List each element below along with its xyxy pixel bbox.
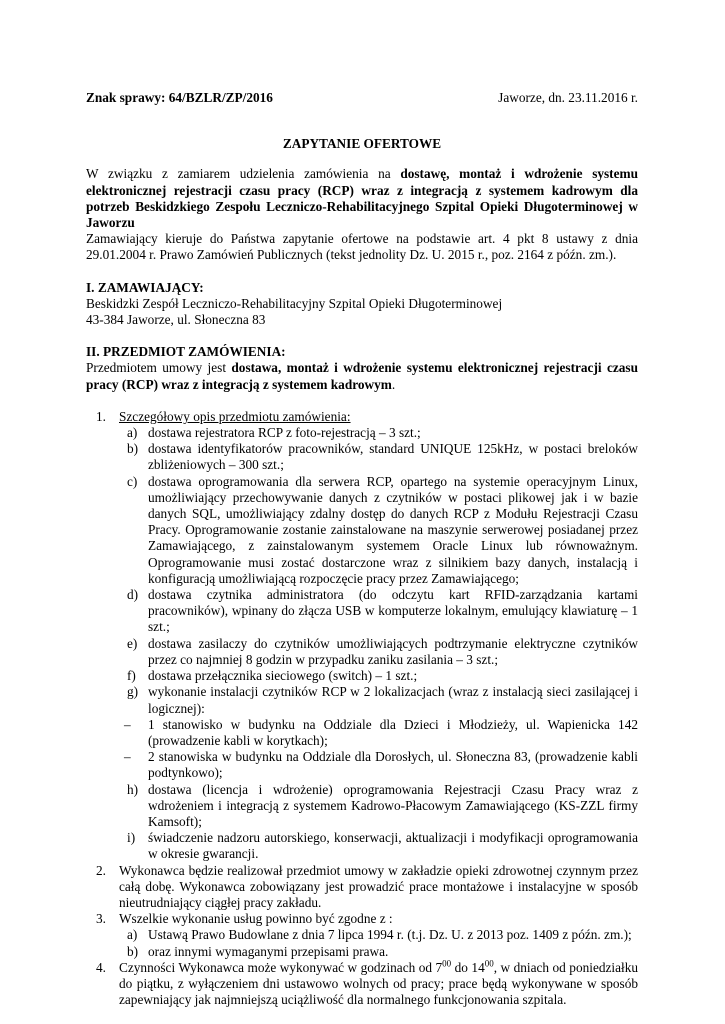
sub-letter: e): [127, 635, 138, 651]
sub-item: [86, 684, 638, 716]
sub-letter: g): [127, 684, 139, 700]
subject-paragraph: [86, 360, 638, 392]
sub-item: [86, 782, 638, 831]
case-number: Znak sprawy: 64/BZLR/ZP/2016: [86, 90, 273, 105]
document-header: [86, 90, 638, 106]
sub-letter: f): [127, 668, 136, 684]
hours-text-1: Czynności Wykonawca może wykonywać w godzinach od 7: [119, 959, 443, 975]
sub-item: [86, 425, 638, 441]
section-contracting-authority: [86, 280, 638, 329]
sub-text: świadczenie nadzoru autorskiego, konserwacji, aktualizacji i modyfikacji oprogramowania w okresie gwarancji.: [148, 830, 638, 862]
sub-text: Ustawą Prawo Budowlane z dnia 7 lipca 1994 r. (t.j. Dz. U. z 2013 poz. 1409 z późn. zm.);: [148, 927, 632, 943]
list-item-text: [119, 960, 638, 1007]
list-number: 3.: [96, 911, 106, 927]
sub-item: [86, 474, 638, 587]
list-item-text: Wszelkie wykonanie usług powinno być zgodne z :: [119, 911, 393, 927]
dash-mark: –: [124, 716, 131, 732]
sub-text: dostawa oprogramowania dla serwera RCP, opartego na systemie operacyjnym Linux, umożliwiający przechowywanie danych z czytników w postaci plikowej jak i w bazie danych SQL, umożliwiający zdalny dostęp do danych RCP z Modułu Rejestracji Czasu Pracy. Oprogramowanie zostanie zainstalowane na maszynie serwerowej posiadanej przez Zamawiającego, z zainstalowanym systemem Oracle Linux lub równoważnym. Oprogramowanie musi zostać dostarczone wraz z silnikiem bazy danych, instalacją i konfiguracją umożliwiającą rozpoczęcie pracy przez Zamawiającego;: [148, 473, 638, 586]
sub-item: [86, 668, 638, 684]
intro-subject: dostawę, montaż i wdrożenie systemu elektronicznej rejestracji czasu pracy (RCP) wraz z integracją z systemem kadrowym dla potrzeb Beskidzkiego Zespołu Leczniczo-Rehabilitacyjnego Szpital Opieki Długoterminowej w Jaworzu: [86, 166, 638, 231]
sub-letter: h): [127, 781, 139, 797]
list-item-title: Szczegółowy opis przedmiotu zamówienia:: [119, 408, 351, 424]
dash-item: [86, 717, 638, 749]
hours-sup-1: 00: [442, 958, 452, 969]
sub-text: dostawa (licencja i wdrożenie) oprogramowania Rejestracji Czasu Pracy wraz z wdrożeniem i integracją z systemem Kadrowo-Płacowym Zamawiającego (KS-ZZL firmy Kamsoft);: [148, 781, 638, 829]
list-number: 4.: [96, 959, 106, 975]
authority-name: Beskidzki Zespół Leczniczo-Rehabilitacyjny Szpital Opieki Długoterminowej: [86, 295, 503, 311]
intro-lead: W związku z zamiarem udzielenia zamówienia na: [86, 166, 401, 182]
subject-end: .: [391, 376, 396, 392]
sub-text: oraz innymi wymaganymi przepisami prawa.: [148, 943, 389, 959]
dash-item: [86, 749, 638, 781]
sub-text: dostawa rejestratora RCP z foto-rejestracją – 3 szt.;: [148, 425, 421, 441]
sub-text: dostawa zasilaczy do czytników umożliwiających podtrzymanie elektryczne czytników przez co najmniej 8 godzin w przypadku zaniku zasilania – 3 szt.;: [148, 635, 638, 667]
sub-item: [86, 944, 638, 960]
sub-letter: c): [127, 473, 138, 489]
subject-lead: Przedmiotem umowy jest: [86, 360, 232, 376]
dash-mark: –: [124, 749, 131, 765]
sub-item: [86, 927, 638, 943]
section-2-heading: II. PRZEDMIOT ZAMÓWIENIA:: [86, 344, 286, 360]
dash-text: 2 stanowiska w budynku na Oddziale dla Dorosłych, ul. Słoneczna 83, (prowadzenie kabli podtynkowo);: [148, 749, 638, 781]
hours-text-2: do 14: [451, 959, 485, 975]
document-title: ZAPYTANIE OFERTOWE: [282, 136, 442, 152]
list-item: [86, 911, 638, 927]
hours-text-3: , w dniach od poniedziałku do piątku, z wyłączeniem dni ustawowo wolnych od pracy; prace będą wykonywane w sposób zapewniający jak najmniejszą uciążliwość dla normalnego funkcjonowania szpitala.: [119, 959, 638, 1008]
section-subject: [86, 344, 638, 393]
sub-letter: i): [127, 830, 136, 846]
sub-letter: b): [127, 441, 139, 457]
sub-letter: b): [127, 943, 139, 959]
sub-text: dostawa identyfikatorów pracowników, standard UNIQUE 125kHz, w postaci breloków zbliżeniowych – 300 szt.;: [148, 441, 638, 473]
list-item-text: Wykonawca będzie realizował przedmiot umowy w zakładzie opieki zdrowotnej czynnym przez całą dobę. Wykonawca zobowiązany jest prowadzić prace montażowe i instalacyjne w sposób nieutrudniający ciągłej pracy zakładu.: [119, 862, 638, 910]
dash-text: 1 stanowisko w budynku na Oddziale dla Dzieci i Młodzieży, ul. Wapienicka 142 (prowadzenie kabli w korytkach);: [148, 716, 638, 748]
sub-item: [86, 587, 638, 636]
subject-bold: dostawa, montaż i wdrożenie systemu elektronicznej rejestracji czasu pracy (RCP) wraz z integracją z systemem kadrowym: [86, 360, 638, 392]
intro-paragraph: [86, 166, 638, 231]
list-item: [86, 409, 638, 425]
sub-text: dostawa przełącznika sieciowego (switch) – 1 szt.;: [148, 668, 418, 684]
document-page: [86, 90, 638, 1008]
sub-item: [86, 441, 638, 473]
sub-item: [86, 830, 638, 862]
sub-item: [86, 636, 638, 668]
place-date: Jaworze, dn. 23.11.2016 r.: [498, 90, 638, 105]
list-item: [86, 863, 638, 912]
list-number: 2.: [96, 862, 106, 878]
authority-address: 43-384 Jaworze, ul. Słoneczna 83: [86, 312, 266, 328]
sub-text: dostawa czytnika administratora (do odczytu kart RFID-zarządzania kartami pracowników), wpinany do złącza USB w komputerze lokalnym, emulujący klawiaturę – 1 szt.;: [148, 587, 638, 635]
sub-letter: a): [127, 425, 138, 441]
hours-sup-2: 00: [484, 958, 494, 969]
sub-text: wykonanie instalacji czytników RCP w 2 lokalizacjach (wraz z instalacją sieci zasilającej i logicznej):: [148, 684, 638, 716]
list-number: 1.: [96, 408, 106, 424]
section-1-heading: I. ZAMAWIAJĄCY:: [86, 279, 204, 295]
sub-letter: a): [127, 927, 138, 943]
list-item: [86, 960, 638, 1009]
requirements-list: [86, 409, 638, 1009]
sub-letter: d): [127, 587, 139, 603]
legal-basis: Zamawiający kieruje do Państwa zapytanie ofertowe na podstawie art. 4 pkt 8 ustawy z dnia 29.01.2004 r. Prawo Zamówień Publicznych (tekst jednolity Dz. U. 2015 r., poz. 2164 z późn. zm.).: [86, 231, 638, 263]
